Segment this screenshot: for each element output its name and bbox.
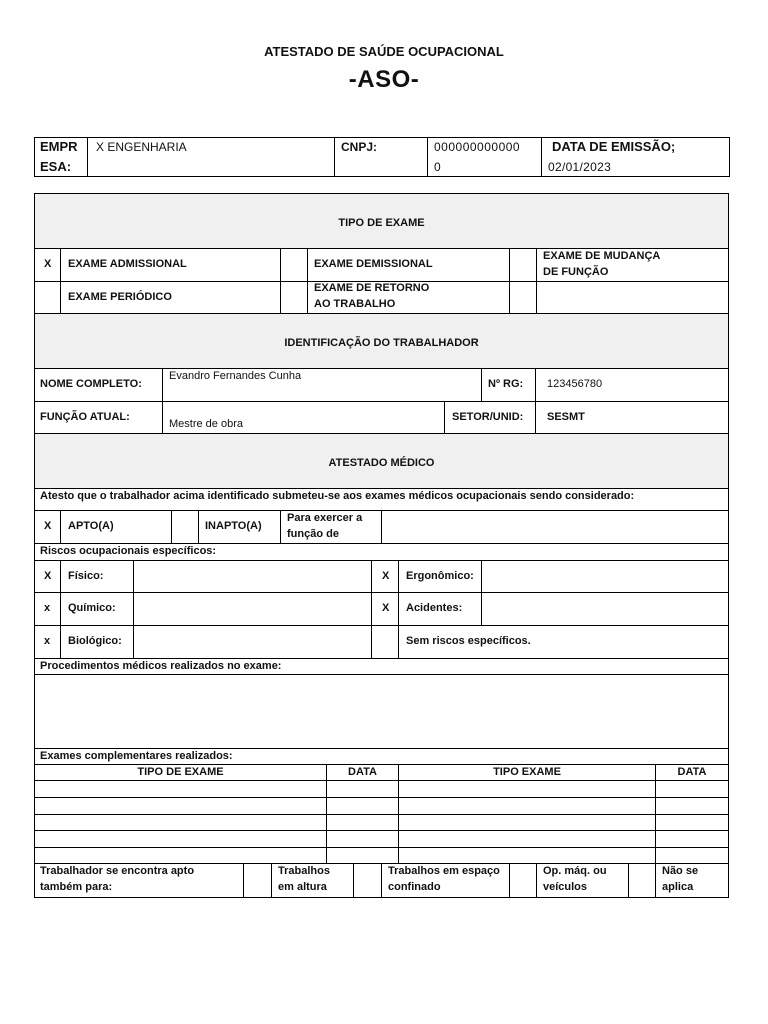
quimico-checkbox[interactable]: x [44, 602, 51, 614]
maquinas-label-cont: veículos [543, 881, 588, 893]
fitness-label-cont: também para: [40, 881, 113, 893]
sector-label: SETOR/UNID: [452, 411, 524, 423]
name-value: Evandro Fernandes Cunha [169, 370, 302, 382]
sector-value: SESMT [547, 411, 585, 423]
name-label: NOME COMPLETO: [40, 378, 142, 390]
altura-label: Trabalhos [278, 865, 330, 877]
procedures-header: Procedimentos médicos realizados no exame: [40, 660, 282, 672]
document-subtitle: -ASO- [348, 66, 420, 93]
acidentes-label: Acidentes: [406, 602, 463, 614]
ergonomico-label: Ergonômico: [406, 570, 474, 582]
inapto-label: INAPTO(A) [205, 520, 262, 532]
exercer-label: Para exercer a [287, 512, 363, 524]
document-title: ATESTADO DE SAÚDE OCUPACIONAL [264, 44, 504, 59]
cnpj-value-cont: 0 [434, 160, 441, 174]
exam-mudanca-label-cont: DE FUNÇÃO [543, 266, 609, 278]
biologico-label: Biológico: [68, 635, 122, 647]
complementary-header: Exames complementares realizados: [40, 750, 233, 762]
fisico-checkbox[interactable]: X [44, 570, 52, 582]
exam-retorno-label: EXAME DE RETORNO [314, 282, 430, 294]
exam-admissional-label: EXAME ADMISSIONAL [68, 258, 187, 270]
apto-label: APTO(A) [68, 520, 114, 532]
sem-riscos-label: Sem riscos específicos. [406, 635, 531, 647]
complementary-col-date: DATA [348, 766, 377, 778]
acidentes-checkbox[interactable]: X [382, 602, 390, 614]
company-name: X ENGENHARIA [96, 140, 187, 154]
quimico-label: Químico: [68, 602, 116, 614]
complementary-col-exam-2: TIPO EXAME [493, 766, 561, 778]
complementary-col-exam: TIPO DE EXAME [137, 766, 224, 778]
exercer-label-cont: função de [287, 528, 339, 540]
issue-date-label: DATA DE EMISSÃO; [552, 139, 676, 154]
cnpj-value: 000000000000 [434, 140, 521, 154]
confinado-label-cont: confinado [388, 881, 441, 893]
rg-value: 123456780 [547, 378, 603, 390]
exam-periodico-label: EXAME PERIÓDICO [68, 291, 172, 303]
admissional-checkbox[interactable]: X [44, 258, 52, 270]
medical-header: ATESTADO MÉDICO [328, 457, 435, 469]
exam-retorno-label-cont: AO TRABALHO [314, 298, 396, 310]
issue-date-value: 02/01/2023 [548, 160, 612, 174]
function-label: FUNÇÃO ATUAL: [40, 411, 130, 423]
worker-header: IDENTIFICAÇÃO DO TRABALHADOR [284, 337, 479, 349]
rg-label: Nº RG: [488, 378, 524, 390]
confinado-label: Trabalhos em espaço [388, 865, 500, 877]
exam-mudanca-label: EXAME DE MUDANÇA [543, 250, 661, 262]
medical-statement: Atesto que o trabalhador acima identificado submeteu-se aos exames médicos ocupacionais sendo considerado: [40, 490, 635, 502]
company-label: EMPR [40, 139, 78, 154]
nao-aplica-label: Não se [662, 865, 699, 877]
complementary-col-date-2: DATA [677, 766, 707, 778]
exam-demissional-label: EXAME DEMISSIONAL [314, 258, 433, 270]
maquinas-label: Op. máq. ou [543, 865, 607, 877]
nao-aplica-label-cont: aplica [662, 881, 694, 893]
fitness-label: Trabalhador se encontra apto [40, 865, 195, 877]
apto-checkbox[interactable]: X [44, 520, 52, 532]
ergonomico-checkbox[interactable]: X [382, 570, 390, 582]
cnpj-label: CNPJ: [341, 140, 378, 154]
altura-label-cont: em altura [278, 881, 327, 893]
fisico-label: Físico: [68, 570, 104, 582]
function-value: Mestre de obra [169, 418, 243, 430]
exam-type-header: TIPO DE EXAME [338, 217, 425, 229]
risks-header: Riscos ocupacionais específicos: [40, 545, 217, 557]
company-label-cont: ESA: [40, 159, 72, 174]
biologico-checkbox[interactable]: x [44, 635, 51, 647]
